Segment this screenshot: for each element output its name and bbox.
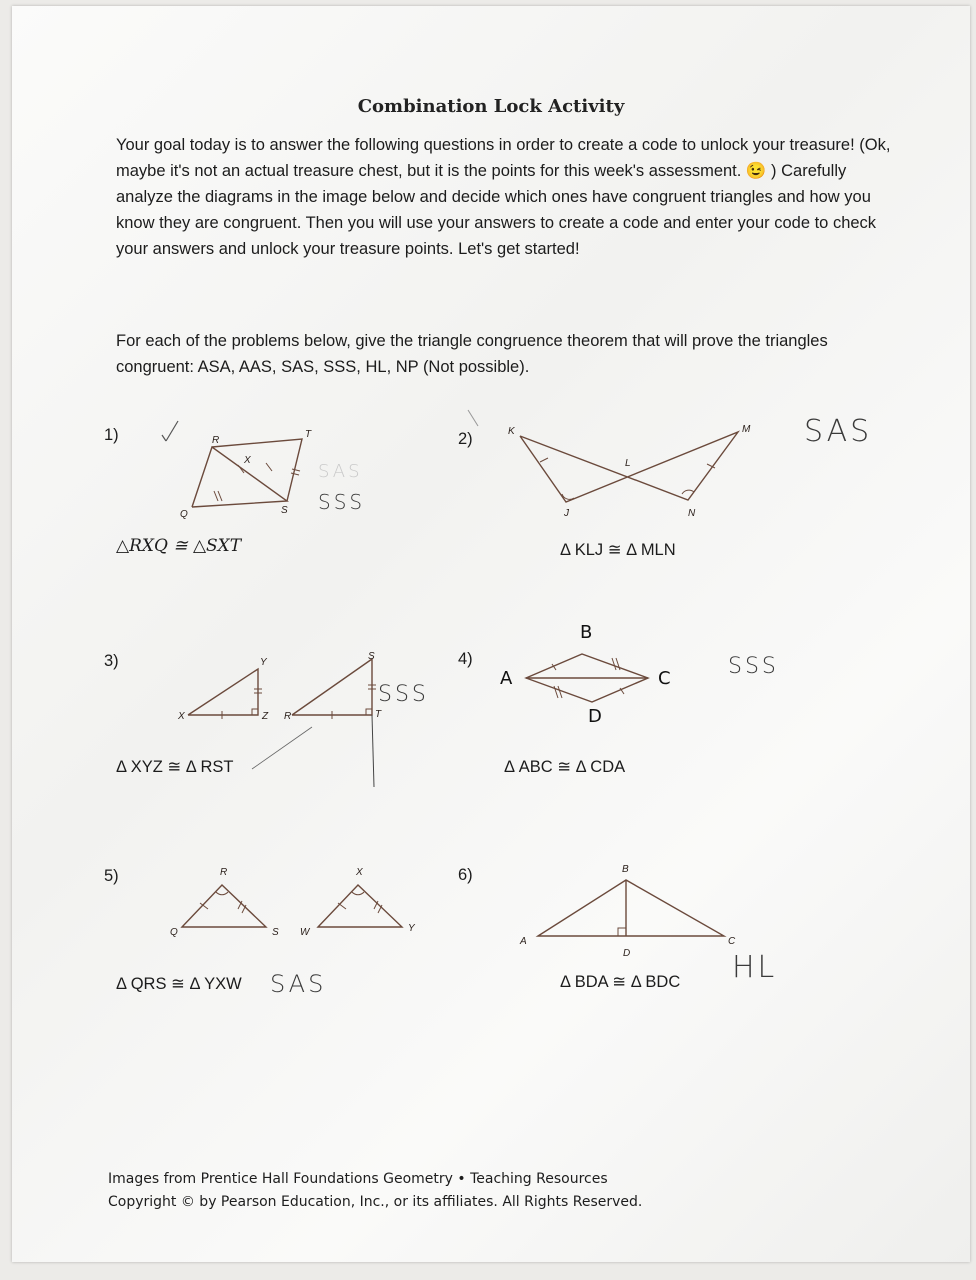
- label-K: K: [508, 426, 515, 437]
- problem-4-answer: SSS: [728, 654, 779, 679]
- label-C: C: [658, 668, 671, 689]
- problem-2-answer: SAS: [804, 414, 873, 449]
- footer-line-2: Copyright © by Pearson Education, Inc., or its affiliates. All Rights Reserved.: [108, 1194, 643, 1210]
- problem-3-statement: Δ XYZ ≅ Δ RST: [116, 758, 234, 776]
- label-N: N: [688, 508, 696, 519]
- problem-3-answer: SSS: [378, 682, 429, 707]
- problem-6-answer: HL: [732, 950, 778, 985]
- problem-2-number: 2): [458, 430, 473, 448]
- label-Q: Q: [170, 927, 178, 938]
- label-Y: Y: [408, 923, 415, 934]
- problem-6-number: 6): [458, 866, 473, 884]
- label-R: R: [212, 435, 220, 446]
- label-R: R: [284, 711, 292, 722]
- problem-2-diagram: [502, 418, 762, 528]
- intro-paragraph: Your goal today is to answer the following questions in order to create a code to unlock your treasure! (Ok, maybe it's not an actual treasure chest, but it is the points for this week's assessment. 😉 ) Carefully analyze the diagrams in the image below and decide which ones have congruent triangles and how you know they are congruent. Then you will use your answers to create a code and enter your code to check your answers and unlock your treasure points. Let's get started!: [116, 136, 891, 258]
- label-S: S: [272, 927, 279, 938]
- problem-6-statement: Δ BDA ≅ Δ BDC: [560, 973, 681, 991]
- label-Q: Q: [180, 509, 188, 520]
- label-Z: Z: [262, 711, 269, 722]
- problem-5-statement: Δ QRS ≅ Δ YXW: [116, 975, 242, 993]
- label-A: A: [500, 668, 513, 689]
- problem-4-number: 4): [458, 650, 473, 668]
- label-W: W: [300, 927, 310, 938]
- label-C: C: [728, 936, 736, 947]
- problem-2-statement: Δ KLJ ≅ Δ MLN: [560, 541, 676, 559]
- instructions-paragraph: For each of the problems below, give the triangle congruence theorem that will prove the triangles congruent: ASA, AAS, SAS, SSS, HL, NP (Not possible).: [116, 332, 828, 376]
- label-X: X: [356, 867, 363, 878]
- label-Y: Y: [260, 657, 267, 668]
- problem-4-statement: Δ ABC ≅ Δ CDA: [504, 758, 626, 776]
- label-S: S: [368, 651, 375, 662]
- label-M: M: [742, 424, 751, 435]
- problem-5-answer: SAS: [270, 970, 327, 998]
- label-D: D: [623, 948, 631, 959]
- problem-5-number: 5): [104, 867, 119, 885]
- footer-line-1: Images from Prentice Hall Foundations Geometry • Teaching Resources: [108, 1171, 608, 1187]
- label-T: T: [375, 709, 382, 720]
- page-title: Combination Lock Activity: [357, 96, 625, 117]
- label-T: T: [305, 429, 312, 440]
- problem-3-number: 3): [104, 652, 119, 670]
- label-R: R: [220, 867, 228, 878]
- problem-5-diagram: [162, 861, 422, 941]
- label-X: X: [178, 711, 185, 722]
- label-S: S: [281, 505, 288, 516]
- problem-6-diagram: [502, 858, 742, 968]
- label-A: A: [520, 936, 527, 947]
- worksheet-page: [12, 6, 970, 1262]
- label-L: L: [625, 458, 631, 469]
- problem-1-number: 1): [104, 426, 119, 444]
- label-D: D: [588, 706, 602, 727]
- problem-1-erased-answer: SAS: [318, 461, 363, 482]
- problem-1-statement: △RXQ ≅ △SXT: [116, 536, 242, 556]
- label-B: B: [580, 622, 593, 643]
- label-J: J: [564, 508, 569, 519]
- problem-4-diagram: [492, 618, 692, 728]
- label-B: B: [622, 864, 629, 875]
- copyright-footer: [108, 1168, 642, 1214]
- label-X: X: [244, 455, 251, 466]
- problem-1-answer: SSS: [318, 490, 366, 514]
